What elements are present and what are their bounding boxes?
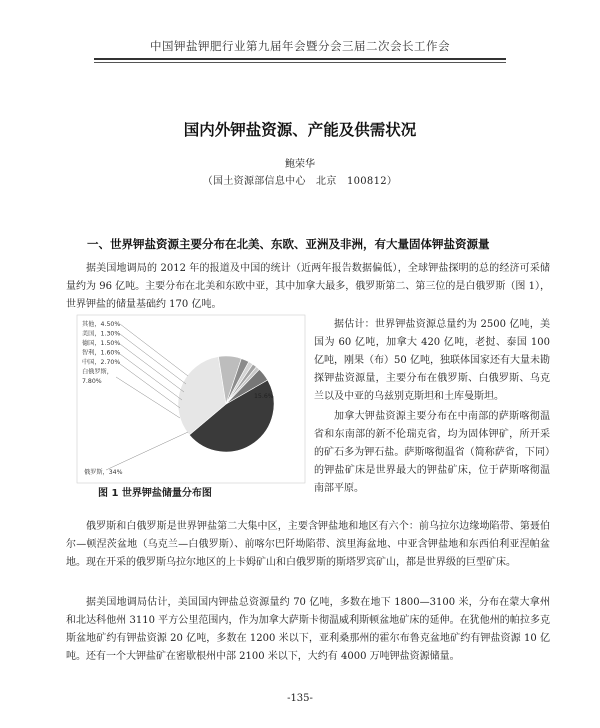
pie-label-6-1: 白俄罗斯， xyxy=(82,368,113,376)
pie-label-4: 智利，1.60% xyxy=(82,349,121,357)
pie-label-6-2: 7.80% xyxy=(82,378,102,385)
paragraph-5: 据美国地调局估计，美国国内钾盐总资源量约 70 亿吨，多数在地下 1800—3100 米，分布在蒙大拿州和北达科他州 3110 平方公里范围内，作为加拿大萨斯卡彻温威利斯顿盆地矿床的延伸。在犹他州的帕拉多克斯盆地矿约有钾盐资源 20 亿吨，多数在 1200 米以下，亚利桑那州的霍尔布鲁克盆地矿约有钾盐资源 10 亿吨。还有一个大钾盐矿在密歇根州中部 2100 米以下，大约有 4000 万吨钾盐资源储量。 xyxy=(66,597,550,662)
pie-label-1: 其他，4.50% xyxy=(82,321,121,328)
author-affiliation: （国土资源部信息中心 北京 100812） xyxy=(202,176,398,187)
pie-leader-4 xyxy=(120,354,182,400)
author-name: 鲍荣华 xyxy=(285,159,315,170)
paragraph-3: 加拿大钾盐资源主要分布在中南部的萨斯喀彻温省和东南部的新不伦瑞克省，均为固体钾矿，所开采的矿石多为钾石盐。萨斯喀彻温省（简称萨省，下同）的钾盐矿床是世界最大的钾盐矿床，位于萨斯喀彻温南部平原。 xyxy=(314,411,550,494)
header-rule-thin xyxy=(94,62,506,63)
pie-leader-6 xyxy=(116,377,180,418)
header-rule-thick xyxy=(94,58,506,60)
paragraph-2: 据估计：世界钾盐资源总量约为 2500 亿吨，美国为 60 亿吨，加拿大 420 亿吨，老挝、泰国 100 亿吨，刚果（布）50 亿吨，独联体国家还有大量未勘探钾盐资源量，主要分布在俄罗斯、白俄罗斯、乌克兰以及中亚的乌兹别克斯坦和土库曼斯坦。 xyxy=(314,319,550,402)
pie-leader-1 xyxy=(120,324,188,376)
paragraph-4: 俄罗斯和白俄罗斯是世界钾盐第二大集中区，主要含钾盐地和地区有六个：前乌拉尔边缘坳陷带、第聂伯尔—顿涅茨盆地（乌克兰—白俄罗斯）、前喀尔巴阡坳陷带、滨里海盆地、中亚含钾盐地和东西伯利亚涅帕盆地。现在开采的俄罗斯乌拉尔地区的上卡姆矿山和白俄罗斯的斯塔罗宾矿山，都是世界级的巨型矿床。 xyxy=(66,521,550,568)
pie-label-2: 美国，1.30% xyxy=(82,330,121,338)
pie-label-russia: 俄罗斯，34% xyxy=(84,469,123,476)
section-heading: 一、世界钾盐资源主要分布在北美、东欧、亚洲及非洲，有大量固体钾盐资源量 xyxy=(87,237,490,251)
pie-leader-5 xyxy=(120,364,180,408)
pie-chart xyxy=(76,314,306,484)
figure-caption: 图 1 世界钾盐储量分布图 xyxy=(98,488,212,499)
pie-annotation: 15.6% xyxy=(254,393,274,400)
pie-chart-svg xyxy=(76,314,306,484)
paragraph-1: 据美国地调局的 2012 年的报道及中国的统计（近两年报告数据偏低），全球钾盐探明的总的经济可采储量约为 96 亿吨。主要分布在北美和东欧中亚，其中加拿大最多，俄罗斯第二、第三位的是白俄罗斯（图 1），世界钾盐的储量基础约 170 亿吨。 xyxy=(66,263,550,310)
article-title: 国内外钾盐资源、产能及供需状况 xyxy=(183,121,417,139)
pie-leader-3 xyxy=(120,344,184,392)
pie-leader-7 xyxy=(106,432,188,470)
page-number: -135- xyxy=(287,693,313,704)
pie-label-5: 中国，2.70% xyxy=(82,359,121,366)
pie-leader-2 xyxy=(120,334,186,384)
pie-label-3: 德国，1.50% xyxy=(82,340,121,347)
running-header: 中国钾盐钾肥行业第九届年会暨分会三届二次会长工作会 xyxy=(150,39,450,53)
